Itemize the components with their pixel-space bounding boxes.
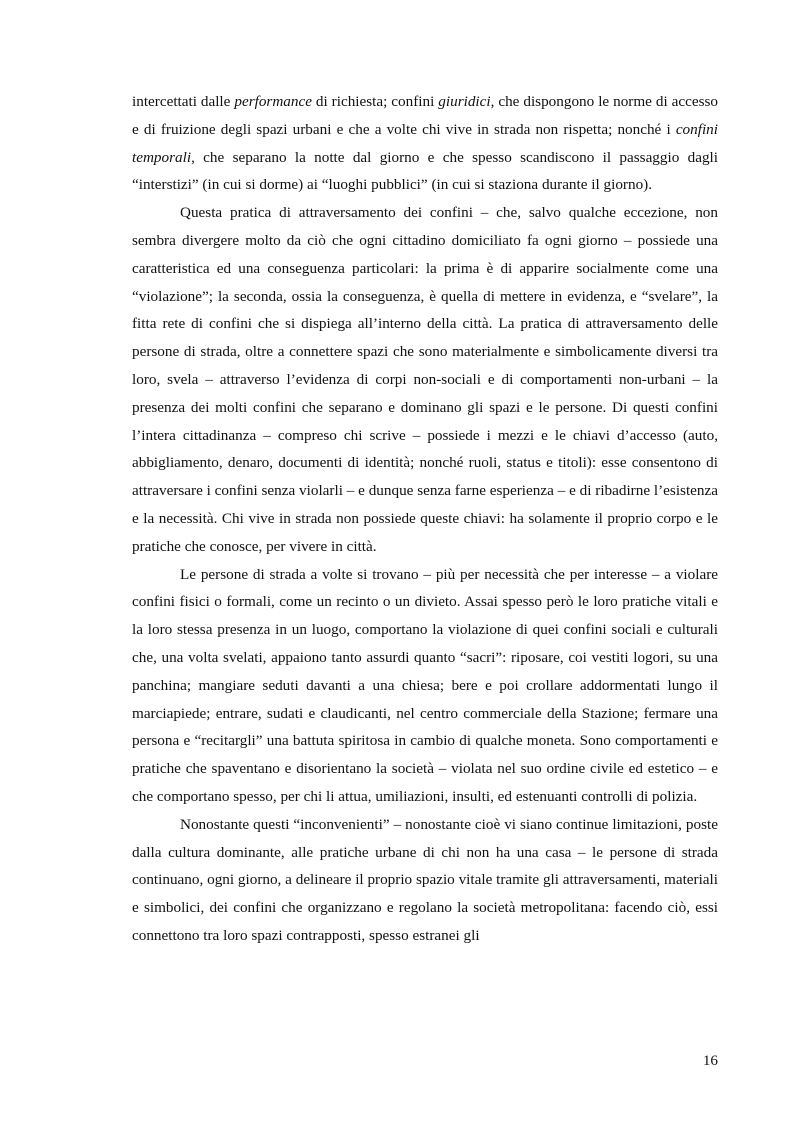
body-text [132,88,718,950]
text-run: Nonostante questi “inconvenienti” – nonostante cioè vi siano continue limitazioni, poste dalla cultura dominante, alle pratiche urbane di chi non ha una casa – le persone di strada continuano, ogni giorno, a delineare il proprio spazio vitale tramite gli attraversamenti, materiali e simbolici, dei confini che organizzano e regolano la società metropolitana: facendo ciò, essi connettono tra loro spazi contrapposti, spesso estranei gli [132,815,718,944]
paragraph-2 [132,199,718,560]
text-run: di richiesta; confini [311,93,439,110]
text-run: Le persone di strada a volte si trovano – più per necessità che per interesse – a violare confini fisici o formali, come un recinto o un divieto. Assai spesso però le loro pratiche vitali e la loro stessa presenza in un luogo, comportano la violazione di quei confini sociali e culturali che, una volta svelati, appaiono tanto assurdi quanto “sacri”: riposare, coi vestiti logori, su una panchina; mangiare seduti davanti a una chiesa; bere e poi crollare addormentati lungo il marciapiede; entrare, sudati e claudicanti, nel centro commerciale della Stazione; fermare una persona e “recitargli” una battuta spiritosa in cambio di qualche moneta. Sono comportamenti e pratiche che spaventano e disorientano la società – violata nel suo ordine civile ed estetico – e che comportano spesso, per chi li attua, umiliazioni, insulti, ed estenuanti controlli di polizia. [132,565,718,805]
text-run: intercettati dalle [132,93,235,110]
italic-term: confini temporali [132,120,718,166]
text-run: Questa pratica di attraversamento dei confini – che, salvo qualche eccezione, non sembra divergere molto da ciò che ogni cittadino domiciliato fa ogni giorno – possiede una caratteristica ed una conseguenza particolari: la prima è di apparire socialmente come una “violazione”; la seconda, ossia la conseguenza, è quella di mettere in evidenza, e “svelare”, la fitta rete di confini che si dispiega all’interno della città. La pratica di attraversamento delle persone di strada, oltre a connettere spazi che sono materialmente e simbolicamente diversi tra loro, svela – attraverso l’evidenza di corpi non-sociali e di comportamenti non-urbani – la presenza dei molti confini che separano e dominano gli spazi e le persone. Di questi confini l’intera cittadinanza – compreso chi scrive – possiede i mezzi e le chiavi d’accesso (auto, abbigliamento, denaro, documenti di identità; nonché ruoli, status e titoli): esse consentono di attraversare i confini senza violarli – e dunque senza farne esperienza – e di ribadirne l’esistenza e la necessità. Chi vive in strada non possiede queste chiavi: ha solamente il proprio corpo e le pratiche che conosce, per vivere in città. [132,204,718,555]
paragraph-4 [132,811,718,950]
italic-term: performance [234,93,312,110]
paragraph-1 [132,88,718,199]
text-run: , che separano la notte dal giorno e che spesso scandiscono il passaggio dagli “interstizi” (in cui si dorme) ai “luoghi pubblici” (in cui si staziona durante il giorno). [132,148,718,194]
paragraph-3 [132,561,718,811]
page-number: 16 [702,1052,718,1069]
italic-term: giuridici [438,93,491,110]
text-run: , che dispongono le norme di accesso e di fruizione degli spazi urbani e che a volte chi vive in strada non rispetta; nonché i [132,93,719,138]
